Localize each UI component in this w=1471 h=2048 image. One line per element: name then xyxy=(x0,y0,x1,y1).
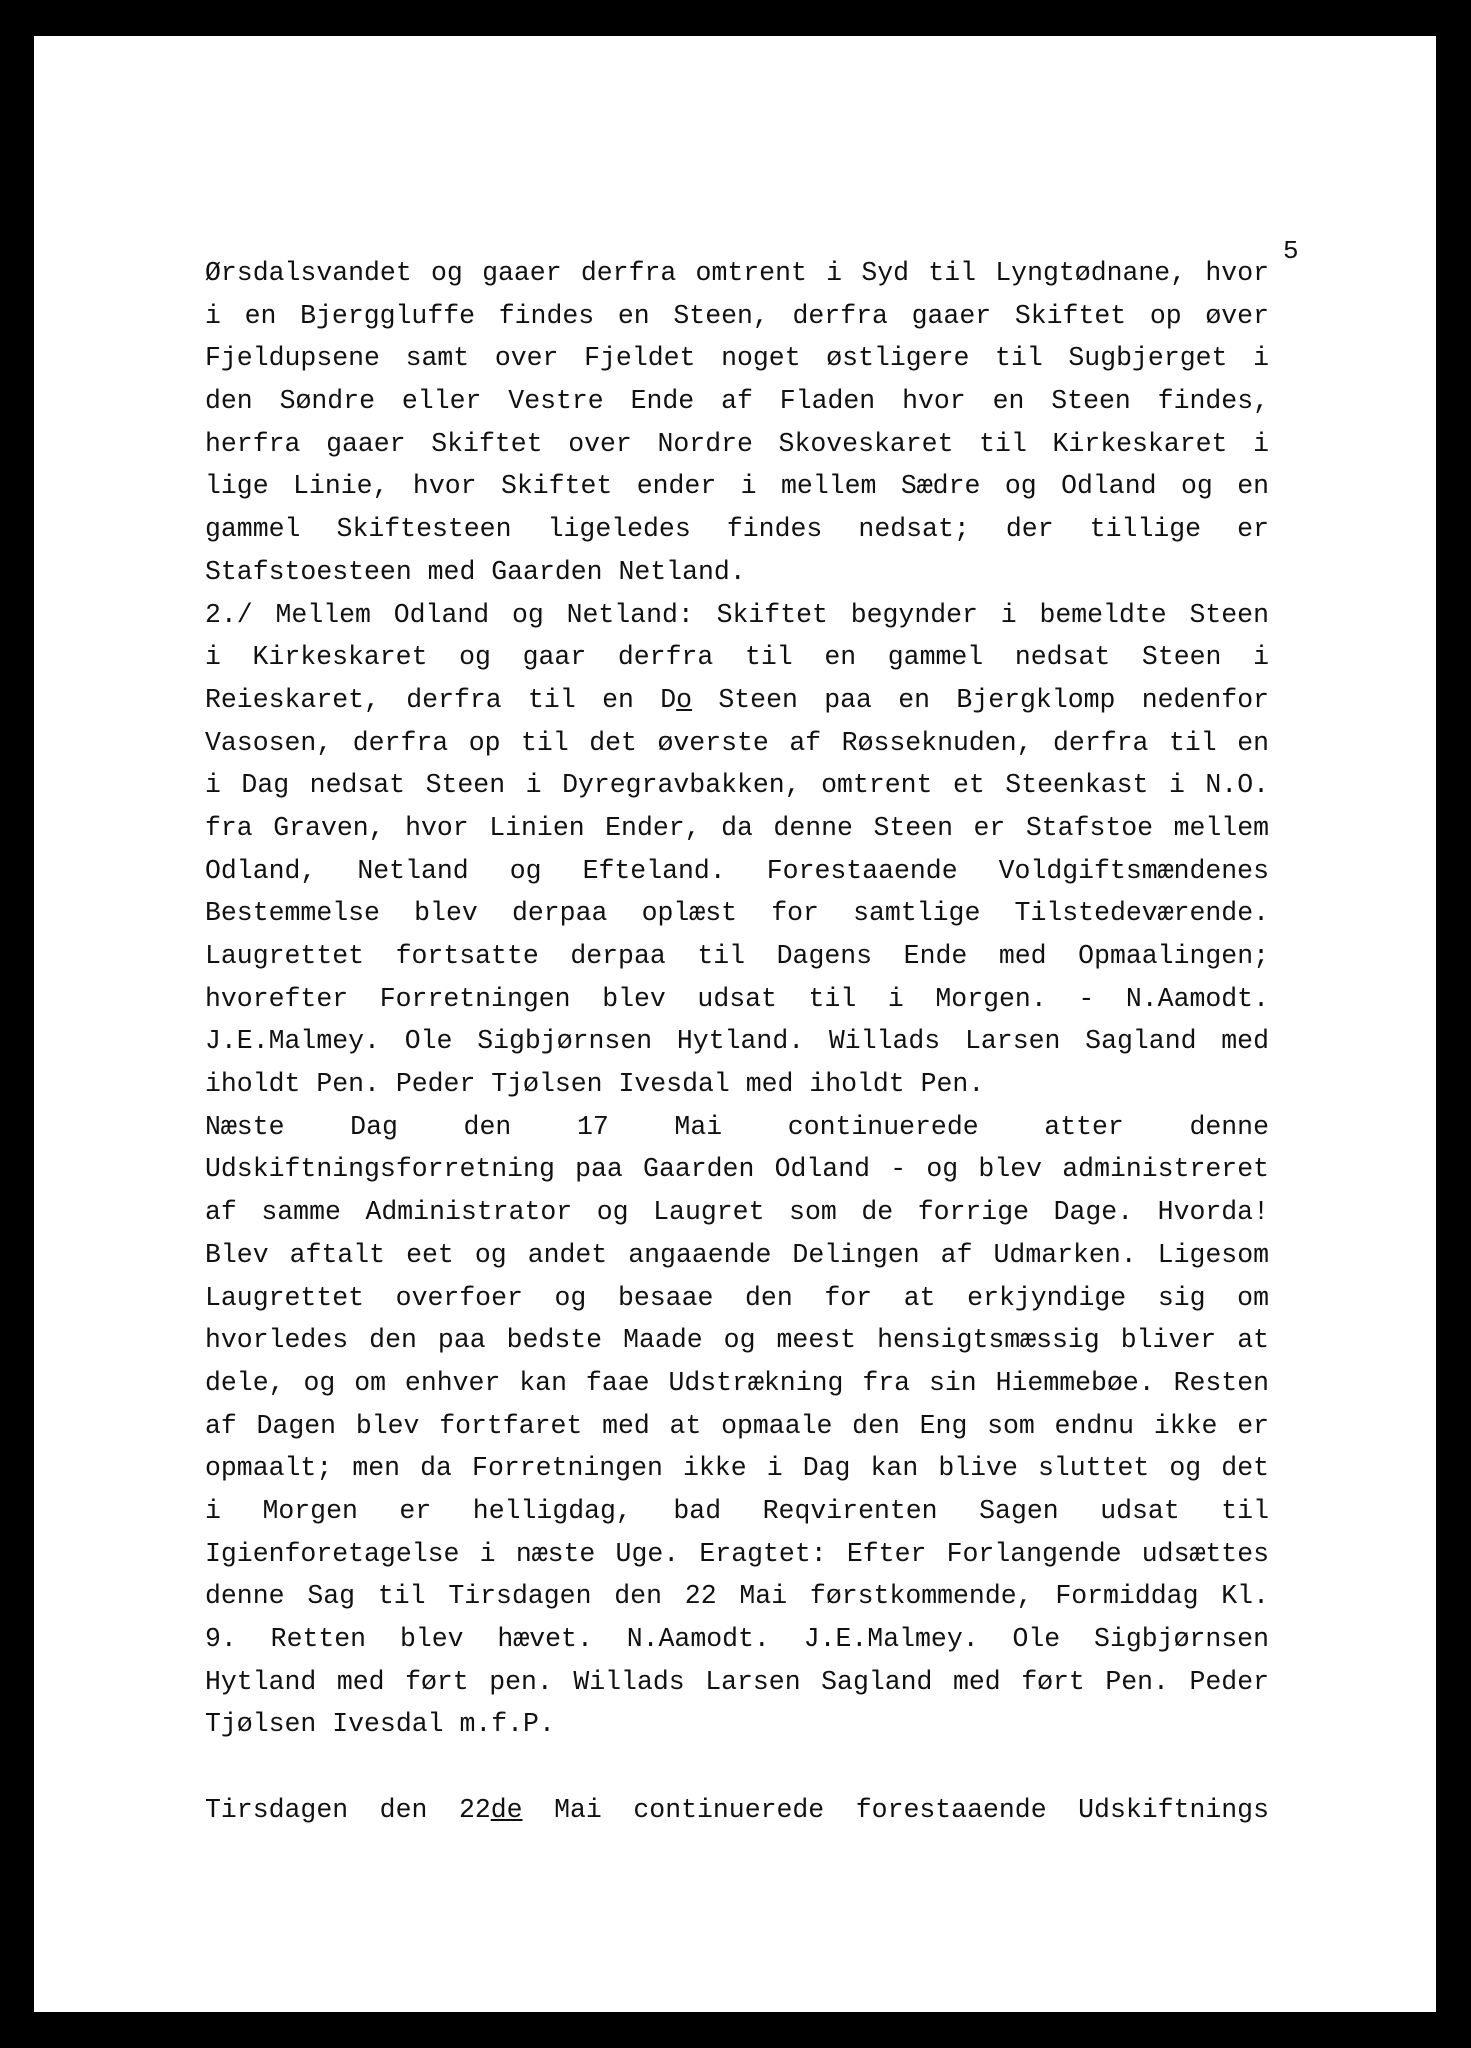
text-line: af Dagen blev fortfaret med at opmaale den Eng som endnu ikke er xyxy=(205,1410,1269,1441)
page-number: 5 xyxy=(1283,236,1299,266)
text-line: opmaalt; men da Forretningen ikke i Dag kan blive sluttet og det xyxy=(205,1453,1269,1484)
document-body xyxy=(205,252,1269,1831)
text-line: Tjølsen Ivesdal m.f.P. xyxy=(205,1709,555,1740)
text-line: hvorefter Forretningen blev udsat til i Morgen. - N.Aamodt. xyxy=(205,983,1269,1014)
text-line: Ørsdalsvandet og gaaer derfra omtrent i Syd til Lyngtødnane, hvor xyxy=(205,258,1269,288)
text-line: i Morgen er helligdag, bad Reqvirenten Sagen udsat til xyxy=(205,1495,1269,1526)
text-line: Igienforetagelse i næste Uge. Eragtet: Efter Forlangende udsættes xyxy=(205,1538,1269,1569)
text-line: fra Graven, hvor Linien Ender, da denne Steen er Stafstoe mellem xyxy=(205,812,1269,843)
text-line: herfra gaaer Skiftet over Nordre Skoveskaret til Kirkeskaret i xyxy=(205,428,1269,459)
text-line: Vasosen, derfra op til det øverste af Røsseknuden, derfra til en xyxy=(205,727,1269,758)
text-line: 9. Retten blev hævet. N.Aamodt. J.E.Malmey. Ole Sigbjørnsen xyxy=(205,1624,1269,1654)
text-line: Laugrettet fortsatte derpaa til Dagens Ende med Opmaalingen; xyxy=(205,941,1269,971)
text-line xyxy=(205,1789,1269,1832)
text-segment: Steen paa en Bjergklomp nedenfor xyxy=(692,684,1269,715)
text-line: Odland, Netland og Efteland. Forestaaende Voldgiftsmændenes xyxy=(205,855,1269,886)
text-segment: Tirsdagen den 22 xyxy=(205,1794,491,1825)
text-line xyxy=(205,679,1269,722)
underlined-text: de xyxy=(490,1794,523,1825)
text-line: i Dag nedsat Steen i Dyregravbakken, omtrent et Steenkast i N.O. xyxy=(205,770,1269,801)
text-segment: Mai continuerede forestaaende Udskiftnings xyxy=(522,1794,1269,1825)
text-line: gammel Skiftesteen ligeledes findes nedsat; der tillige er xyxy=(205,514,1269,545)
paragraph-1 xyxy=(205,252,1269,594)
paragraph-4 xyxy=(205,1789,1269,1832)
text-line: J.E.Malmey. Ole Sigbjørnsen Hytland. Willads Larsen Sagland med xyxy=(205,1026,1269,1057)
text-line: Stafstoesteen med Gaarden Netland. xyxy=(205,556,746,587)
text-segment: Reieskaret, derfra til en D xyxy=(205,684,677,715)
text-line: denne Sag til Tirsdagen den 22 Mai førstkommende, Formiddag Kl. xyxy=(205,1581,1269,1612)
paragraph-3 xyxy=(205,1106,1269,1746)
text-line: af samme Administrator og Laugret som de forrige Dage. Hvorda! xyxy=(205,1197,1269,1228)
underlined-text: o xyxy=(676,684,693,715)
text-line: iholdt Pen. Peder Tjølsen Ivesdal med iholdt Pen. xyxy=(205,1069,985,1100)
text-line: lige Linie, hvor Skiftet ender i mellem Sædre og Odland og en xyxy=(205,471,1269,502)
text-line: Udskiftningsforretning paa Gaarden Odland - og blev administreret xyxy=(205,1154,1269,1185)
paragraph-2 xyxy=(205,594,1269,1106)
text-line: 2./ Mellem Odland og Netland: Skiftet begynder i bemeldte Steen xyxy=(205,599,1269,630)
text-line: Hytland med ført pen. Willads Larsen Sagland med ført Pen. Peder xyxy=(205,1666,1269,1697)
text-line: i en Bjerggluffe findes en Steen, derfra gaaer Skiftet op øver xyxy=(205,300,1269,331)
text-line: Blev aftalt eet og andet angaaende Delingen af Udmarken. Ligesom xyxy=(205,1239,1269,1270)
paragraph-gap xyxy=(205,1746,1269,1789)
text-line: den Søndre eller Vestre Ende af Fladen hvor en Steen findes, xyxy=(205,386,1269,417)
text-line: hvorledes den paa bedste Maade og meest hensigtsmæssig bliver at xyxy=(205,1325,1269,1356)
text-line: i Kirkeskaret og gaar derfra til en gammel nedsat Steen i xyxy=(205,642,1269,673)
text-line: Bestemmelse blev derpaa oplæst for samtlige Tilstedeværende. xyxy=(205,898,1269,929)
text-line: Fjeldupsene samt over Fjeldet noget østligere til Sugbjerget i xyxy=(205,343,1269,374)
text-line: Næste Dag den 17 Mai continuerede atter denne xyxy=(205,1111,1269,1142)
text-line: dele, og om enhver kan faae Udstrækning fra sin Hiemmebøe. Resten xyxy=(205,1367,1269,1398)
text-line: Laugrettet overfoer og besaae den for at erkjyndige sig om xyxy=(205,1282,1269,1313)
